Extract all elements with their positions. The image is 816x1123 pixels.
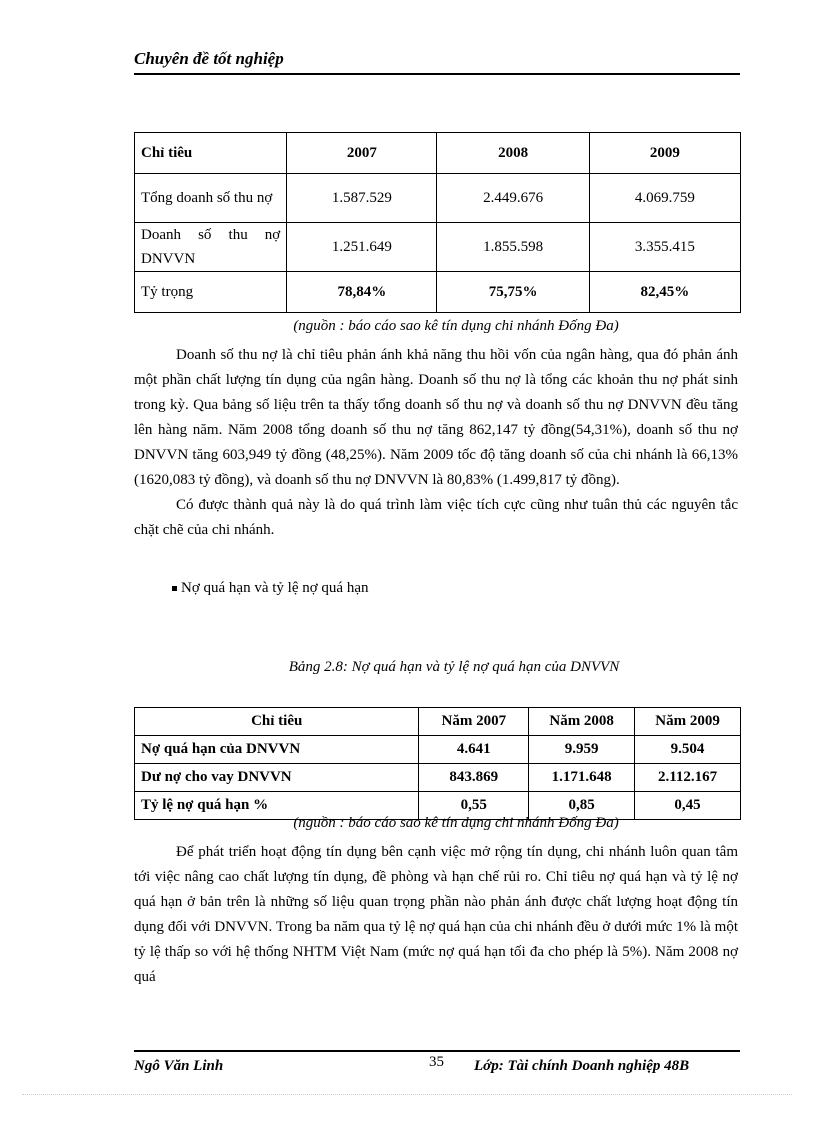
row-label: Tỷ lệ nợ quá hạn % [135,792,419,820]
table-cell: 78,84% [287,272,437,313]
bullet-text: Nợ quá hạn và tỷ lệ nợ quá hạn [181,580,369,596]
table-cell: 0,45 [635,792,741,820]
table-cell: 4.641 [419,736,529,764]
table-cell: 2.449.676 [437,174,589,223]
page-footer [134,1050,740,1074]
no-qua-han-table [134,707,741,820]
table-cell: 0,85 [529,792,635,820]
paragraph: Có được thành quả này là do quá trình làm việc tích cực cũng như tuân thủ các nguyên tắc chặt chẽ của chi nhánh. [134,497,738,538]
table-row [135,174,741,223]
bullet-square-icon [172,586,177,591]
table-cell: 2.112.167 [635,764,741,792]
table-row [135,764,741,792]
table-cell: 9.504 [635,736,741,764]
body-text-2 [134,840,738,990]
row-label: Doanh số thu nợ DNVVN [135,223,287,272]
table-cell: 1.171.648 [529,764,635,792]
column-header: 2007 [287,133,437,174]
paragraph: Doanh số thu nợ là chỉ tiêu phản ánh khả năng thu hồi vốn của ngân hàng, qua đó phản ánh một phần chất lượng tín dụng của ngân hàng. Doanh số thu nợ là tổng các khoản thu nợ phát sinh trong kỳ. Qua bảng số liệu trên ta thấy tổng doanh số thu nợ và doanh số thu nợ DNVVN đều tăng lên hàng năm. Năm 2008 tổng doanh số thu nợ tăng 862,147 tỷ đồng(54,31%), doanh số thu nợ DNVVN tăng 603,949 tỷ đồng (48,25%). Năm 2009 tốc độ tăng doanh số của chi nhánh là 66,13% (1620,083 tỷ đồng), và doanh số thu nợ DNVVN là 80,83% (1.499,817 tỷ đồng). [134,347,738,488]
row-label: Tổng doanh số thu nợ [135,174,287,223]
table-cell: 1.587.529 [287,174,437,223]
table-cell: 1.855.598 [437,223,589,272]
paragraph: Để phát triển hoạt động tín dụng bên cạnh việc mở rộng tín dụng, chi nhánh luôn quan tâm tới việc nâng cao chất lượng tín dụng, đề phòng và hạn chế rủi ro. Chỉ tiêu nợ quá hạn và tỷ lệ nợ quá hạn ở bản trên là những số liệu quan trọng phần nào phản ánh được chất lượng hoạt động tín dụng đối với DNVVN. Trong ba năm qua tỷ lệ nợ quá hạn của chi nhánh đều ở dưới mức 1% là một tỷ lệ thấp so với hệ thống NHTM Việt Nam (mức nợ quá hạn tối đa cho phép là 5%). Năm 2008 nợ quá [134,844,738,985]
thu-no-table [134,132,741,313]
page-edge-divider [22,1094,792,1095]
footer-author: Ngô Văn Linh [134,1058,224,1074]
table-cell: 3.355.415 [589,223,740,272]
column-header: 2008 [437,133,589,174]
row-label: Dư nợ cho vay DNVVN [135,764,419,792]
column-header: Chỉ tiêu [135,708,419,736]
table2-caption: Bảng 2.8: Nợ quá hạn và tỷ lệ nợ quá hạn của DNVVN [288,659,620,675]
table-cell: 0,55 [419,792,529,820]
column-header: Năm 2008 [529,708,635,736]
table2-source: (nguồn : báo cáo sao kê tín dụng chi nhánh Đống Đa) [293,815,619,831]
table-cell: 82,45% [589,272,740,313]
table-cell: 1.251.649 [287,223,437,272]
page-header [134,47,740,75]
column-header: 2009 [589,133,740,174]
footer-class: Lớp: Tài chính Doanh nghiệp 48B [474,1058,690,1074]
page-number: 35 [429,1054,444,1070]
table-header-row [135,708,741,736]
table-cell: 75,75% [437,272,589,313]
body-text-1 [134,343,738,543]
table-row [135,272,741,313]
table-row [135,223,741,272]
row-label: Tỷ trọng [135,272,287,313]
column-header: Chỉ tiêu [135,133,287,174]
row-label: Nợ quá hạn của DNVVN [135,736,419,764]
table-cell: 9.959 [529,736,635,764]
column-header: Năm 2007 [419,708,529,736]
header-title: Chuyên đề tốt nghiệp [134,49,284,68]
table-cell: 843.869 [419,764,529,792]
table-header-row [135,133,741,174]
table-row [135,736,741,764]
table1-source: (nguồn : báo cáo sao kê tín dụng chi nhánh Đống Đa) [293,318,619,334]
bullet-item [172,580,368,597]
table-cell: 4.069.759 [589,174,740,223]
column-header: Năm 2009 [635,708,741,736]
